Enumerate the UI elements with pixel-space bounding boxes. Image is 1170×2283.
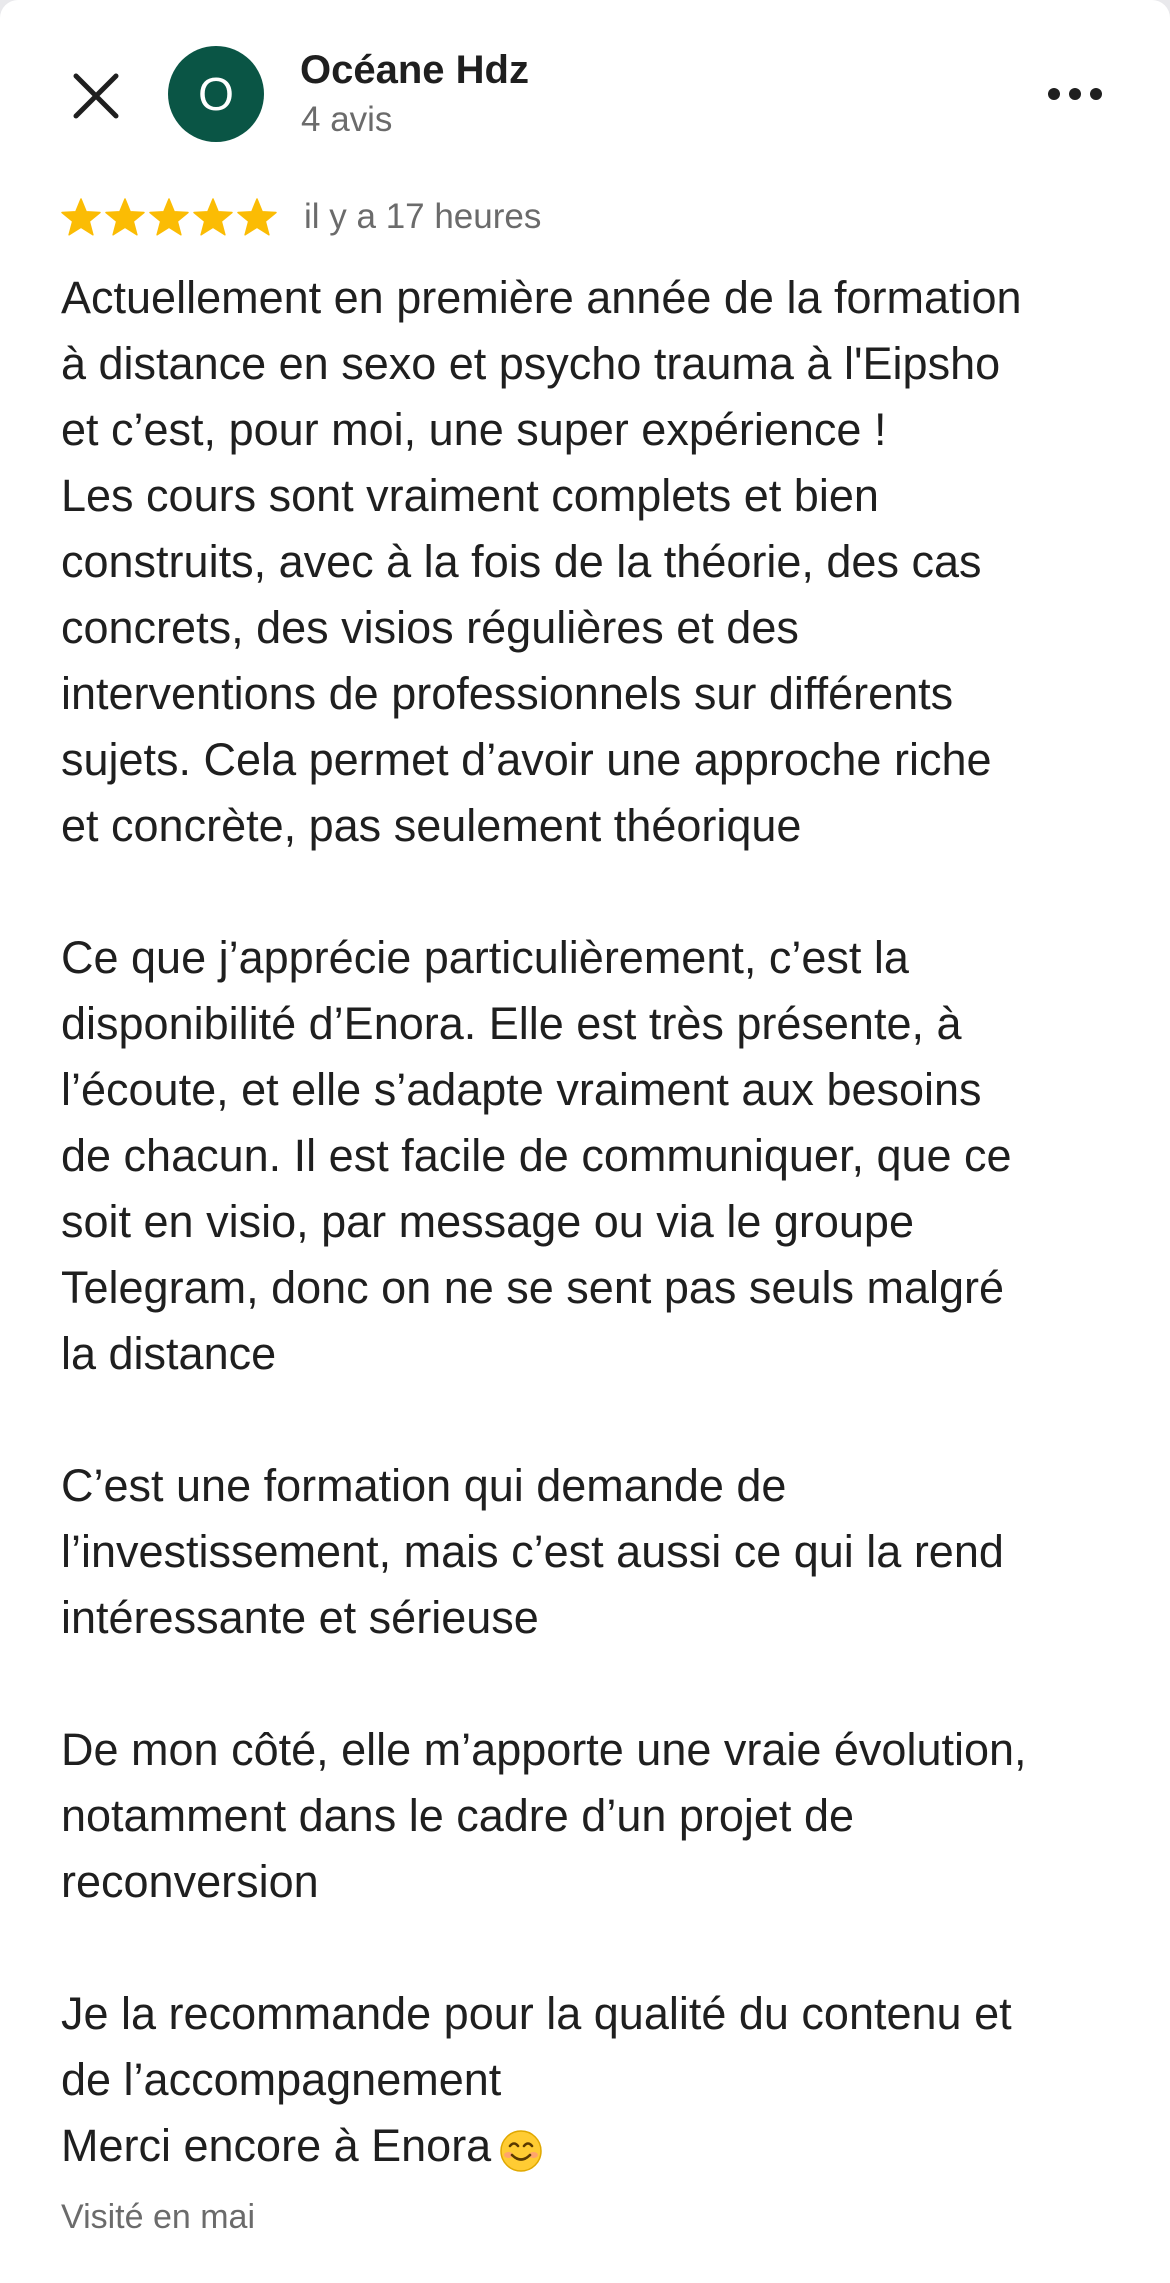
review-line: Merci encore à Enora (61, 2113, 1121, 2179)
close-button[interactable] (66, 66, 126, 126)
avatar[interactable]: O (168, 46, 264, 142)
review-line: Les cours sont vraiment complets et bien (61, 470, 879, 521)
review-line: construits, avec à la fois de la théorie, des cas (61, 536, 982, 587)
review-line: de chacun. Il est facile de communiquer, que ce (61, 1130, 1012, 1181)
paragraph-gap (61, 1387, 1121, 1453)
review-line: et concrète, pas seulement théorique (61, 800, 802, 851)
review-line: Je la recommande pour la qualité du contenu et (61, 1988, 1012, 2039)
star-rating (60, 197, 278, 237)
star-icon (60, 197, 102, 237)
star-icon (104, 197, 146, 237)
review-line: De mon côté, elle m’apporte une vraie évolution, (61, 1724, 1027, 1775)
more-horizontal-icon (1040, 72, 1110, 116)
review-line: la distance (61, 1328, 277, 1379)
paragraph-gap (61, 1915, 1121, 1981)
review-line: soit en visio, par message ou via le groupe (61, 1196, 914, 1247)
star-icon (236, 197, 278, 237)
close-icon (66, 66, 126, 126)
star-icon (148, 197, 190, 237)
review-line: à distance en sexo et psycho trauma à l'Eipsho (61, 338, 1001, 389)
review-header (0, 0, 1170, 190)
review-line: l’écoute, et elle s’adapte vraiment aux besoins (61, 1064, 982, 1115)
star-icon (192, 197, 234, 237)
review-line: l’investissement, mais c’est aussi ce qui la rend (61, 1526, 1004, 1577)
review-line: interventions de professionnels sur différents (61, 668, 954, 719)
review-text (61, 265, 1121, 2179)
review-line: C’est une formation qui demande de (61, 1460, 787, 1511)
review-line: Ce que j’apprécie particulièrement, c’est la (61, 932, 909, 983)
review-line: reconversion (61, 1856, 319, 1907)
author-name[interactable]: Océane Hdz (300, 48, 529, 92)
review-time: il y a 17 heures (304, 197, 542, 236)
review-line: intéressante et sérieuse (61, 1592, 539, 1643)
review-line: Telegram, donc on ne se sent pas seuls malgré (61, 1262, 1005, 1313)
paragraph-gap (61, 1651, 1121, 1717)
review-line: concrets, des visios régulières et des (61, 602, 799, 653)
rating-row (60, 192, 541, 242)
author-review-count: 4 avis (301, 100, 393, 139)
review-line: notamment dans le cadre d’un projet de (61, 1790, 854, 1841)
review-line: sujets. Cela permet d’avoir une approche riche (61, 734, 992, 785)
more-options-button[interactable] (1040, 72, 1110, 116)
visited-date: Visité en mai (61, 2198, 256, 2236)
review-line: et c’est, pour moi, une super expérience ! (61, 404, 887, 455)
smiling-face-emoji-icon (499, 2129, 543, 2173)
review-line: de l’accompagnement (61, 2054, 502, 2105)
review-line: Actuellement en première année de la formation (61, 272, 1022, 323)
review-line: disponibilité d’Enora. Elle est très présente, à (61, 998, 962, 1049)
paragraph-gap (61, 859, 1121, 925)
